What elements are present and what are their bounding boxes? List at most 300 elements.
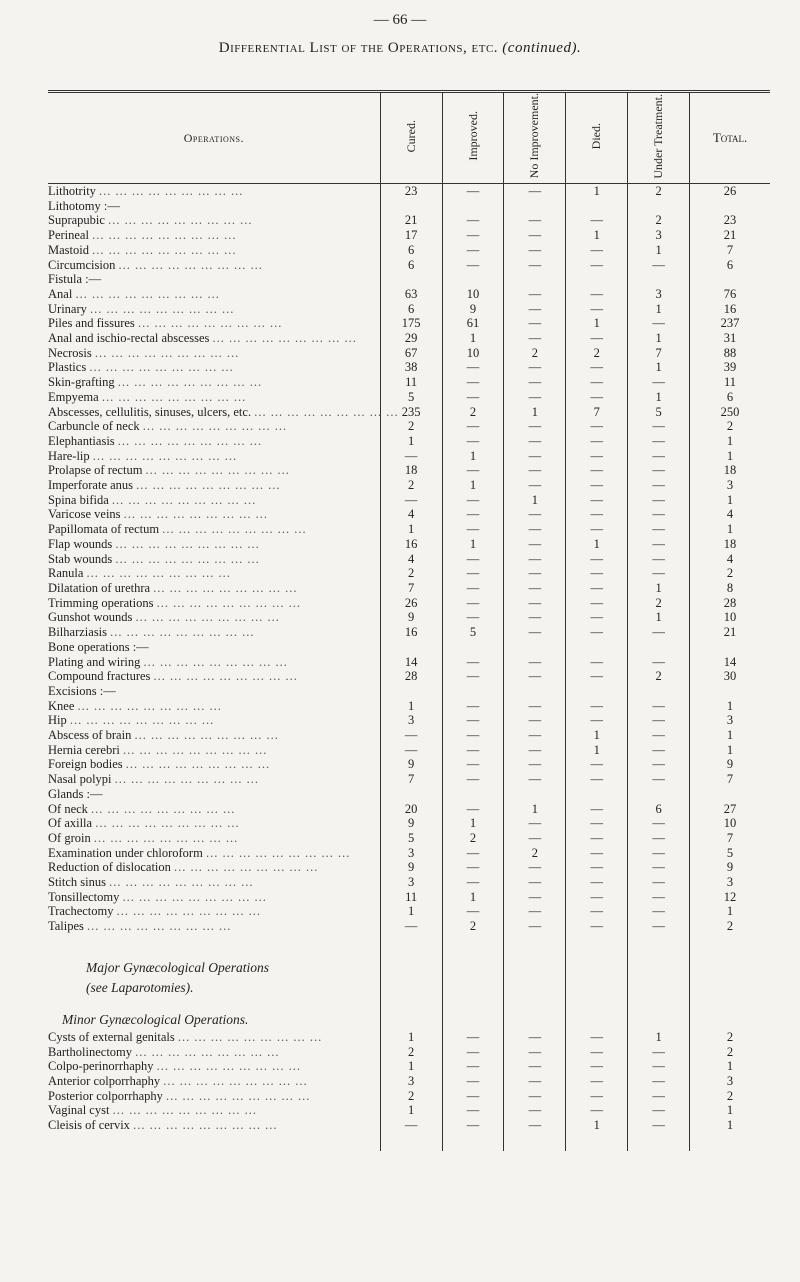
empty-cell bbox=[566, 998, 628, 1010]
cell-cured: 63 bbox=[380, 287, 442, 302]
cell-improved: — bbox=[442, 596, 504, 611]
row-label: Gunshot wounds bbox=[48, 610, 133, 625]
row-label: Plastics bbox=[48, 360, 87, 375]
leader-dots: ... ... ... ... ... ... ... ... ... bbox=[75, 286, 220, 301]
cell-total: 1 bbox=[690, 522, 770, 537]
cell-died: 1 bbox=[566, 316, 628, 331]
cell-under-treatment: — bbox=[628, 890, 690, 905]
cell-improved bbox=[442, 199, 504, 214]
cell-under-treatment: 2 bbox=[628, 669, 690, 684]
empty-cell bbox=[442, 978, 504, 998]
cell-total: 1 bbox=[690, 434, 770, 449]
cell-under-treatment: — bbox=[628, 316, 690, 331]
cell-died: — bbox=[566, 713, 628, 728]
col-header-cured bbox=[380, 92, 442, 184]
cell-under-treatment: — bbox=[628, 552, 690, 567]
row-label-cell bbox=[48, 919, 380, 934]
cell-improved: — bbox=[442, 493, 504, 508]
leader-dots: ... ... ... ... ... ... ... ... ... bbox=[254, 404, 399, 419]
cell-improved: — bbox=[442, 728, 504, 743]
col-header-died bbox=[566, 92, 628, 184]
row-label: Fistula :— bbox=[48, 272, 102, 287]
table-row bbox=[48, 493, 770, 508]
cell-died: — bbox=[566, 331, 628, 346]
cell-improved: — bbox=[442, 507, 504, 522]
cell-improved: 2 bbox=[442, 405, 504, 420]
cell-no-improvement: — bbox=[504, 831, 566, 846]
cell-no-improvement: — bbox=[504, 213, 566, 228]
cell-improved: — bbox=[442, 875, 504, 890]
cell-no-improvement: — bbox=[504, 610, 566, 625]
row-label: Of neck bbox=[48, 801, 88, 816]
col-header-under-treatment-label: Under Treatment. bbox=[651, 93, 666, 179]
cell-total: 4 bbox=[690, 552, 770, 567]
cell-cured: — bbox=[380, 919, 442, 934]
cell-no-improvement: — bbox=[504, 1030, 566, 1045]
row-label: Skin-grafting bbox=[48, 375, 115, 390]
cell-died: — bbox=[566, 1103, 628, 1118]
leader-dots: ... ... ... ... ... ... ... ... ... bbox=[101, 389, 247, 404]
empty-cell bbox=[380, 946, 442, 958]
table-row bbox=[48, 728, 770, 743]
cell-under-treatment bbox=[628, 787, 690, 802]
cell-improved: 2 bbox=[442, 831, 504, 846]
cell-cured: — bbox=[380, 493, 442, 508]
cell-no-improvement: — bbox=[504, 184, 566, 199]
cell-under-treatment: 2 bbox=[628, 184, 690, 199]
table-row bbox=[48, 243, 770, 258]
leader-dots: ... ... ... ... ... ... ... ... ... bbox=[163, 1073, 308, 1088]
table-header-row bbox=[48, 92, 770, 184]
cell-no-improvement: — bbox=[504, 522, 566, 537]
cell-died: — bbox=[566, 213, 628, 228]
empty-cell bbox=[690, 1133, 770, 1151]
cell-total: 4 bbox=[690, 507, 770, 522]
cell-died: — bbox=[566, 566, 628, 581]
cell-no-improvement: — bbox=[504, 904, 566, 919]
cell-no-improvement: — bbox=[504, 228, 566, 243]
cell-died: 1 bbox=[566, 537, 628, 552]
cell-no-improvement: — bbox=[504, 1118, 566, 1133]
row-label-cell bbox=[48, 787, 380, 802]
empty-cell bbox=[504, 1133, 566, 1151]
cell-cured: 16 bbox=[380, 625, 442, 640]
row-label: Urinary bbox=[48, 301, 87, 316]
row-label: Bone operations :— bbox=[48, 639, 149, 654]
cell-total: 7 bbox=[690, 831, 770, 846]
empty-cell bbox=[442, 1010, 504, 1030]
table-row bbox=[48, 258, 770, 273]
empty-cell bbox=[690, 1010, 770, 1030]
cell-cured: 38 bbox=[380, 360, 442, 375]
cell-died: — bbox=[566, 596, 628, 611]
leader-dots: ... ... ... ... ... ... ... ... ... bbox=[135, 610, 280, 625]
row-label: Talipes bbox=[48, 919, 84, 934]
cell-improved: 10 bbox=[442, 346, 504, 361]
cell-cured: 6 bbox=[380, 258, 442, 273]
cell-improved: 2 bbox=[442, 919, 504, 934]
cell-no-improvement: — bbox=[504, 1074, 566, 1089]
cell-cured: 2 bbox=[380, 1089, 442, 1104]
cell-no-improvement: — bbox=[504, 316, 566, 331]
spacer bbox=[48, 934, 380, 946]
row-label-cell bbox=[48, 360, 380, 375]
table-row bbox=[48, 684, 770, 699]
cell-total: 14 bbox=[690, 655, 770, 670]
cell-cured: 7 bbox=[380, 772, 442, 787]
cell-no-improvement bbox=[504, 640, 566, 655]
table-row bbox=[48, 831, 770, 846]
cell-under-treatment: — bbox=[628, 566, 690, 581]
cell-died: — bbox=[566, 919, 628, 934]
cell-no-improvement: — bbox=[504, 890, 566, 905]
cell-under-treatment: — bbox=[628, 1103, 690, 1118]
cell-died: — bbox=[566, 1045, 628, 1060]
cell-died: — bbox=[566, 581, 628, 596]
cell-no-improvement: — bbox=[504, 669, 566, 684]
cell-died: — bbox=[566, 802, 628, 817]
leader-dots: ... ... ... ... ... ... ... ... ... bbox=[92, 242, 237, 257]
row-label: Anterior colporrhaphy bbox=[48, 1073, 161, 1088]
row-label-cell bbox=[48, 875, 380, 890]
cell-died: — bbox=[566, 287, 628, 302]
cell-cured: 175 bbox=[380, 316, 442, 331]
cell-cured: 2 bbox=[380, 566, 442, 581]
cell-cured: 4 bbox=[380, 552, 442, 567]
cell-died: — bbox=[566, 360, 628, 375]
cell-cured: 67 bbox=[380, 346, 442, 361]
page-title bbox=[0, 40, 800, 57]
leader-dots: ... ... ... ... ... ... ... ... ... bbox=[117, 375, 263, 390]
empty-cell bbox=[690, 998, 770, 1010]
row-label-cell bbox=[48, 728, 380, 743]
row-label-cell bbox=[48, 772, 380, 787]
cell-under-treatment: — bbox=[628, 1059, 690, 1074]
cell-total: 2 bbox=[690, 1089, 770, 1104]
cell-total: 27 bbox=[690, 802, 770, 817]
empty-cell bbox=[628, 978, 690, 998]
row-label: Stitch sinus bbox=[48, 875, 106, 890]
cell-no-improvement: — bbox=[504, 390, 566, 405]
minor-gyn-heading: Minor Gynæcological Operations. bbox=[62, 1011, 249, 1027]
empty-cell bbox=[690, 934, 770, 946]
cell-cured bbox=[380, 640, 442, 655]
cell-died: — bbox=[566, 463, 628, 478]
cell-improved: 5 bbox=[442, 625, 504, 640]
cell-improved: — bbox=[442, 669, 504, 684]
cell-no-improvement: 1 bbox=[504, 493, 566, 508]
row-label-cell bbox=[48, 713, 380, 728]
cell-died: — bbox=[566, 846, 628, 861]
row-label: Bartholinectomy bbox=[48, 1044, 133, 1059]
empty-cell bbox=[690, 978, 770, 998]
row-label-cell bbox=[48, 743, 380, 758]
cell-no-improvement: — bbox=[504, 860, 566, 875]
row-label: Papillomata of rectum bbox=[48, 522, 160, 537]
cell-no-improvement: — bbox=[504, 1089, 566, 1104]
row-label-cell bbox=[48, 243, 380, 258]
empty-cell bbox=[504, 998, 566, 1010]
row-label: Lithotomy :— bbox=[48, 198, 120, 213]
empty-cell bbox=[628, 946, 690, 958]
title-main: Differential List of the Operations, etc. bbox=[218, 40, 499, 56]
cell-died bbox=[566, 199, 628, 214]
cell-improved: — bbox=[442, 1118, 504, 1133]
table-row bbox=[48, 507, 770, 522]
leader-dots: ... ... ... ... ... ... ... ... ... bbox=[89, 360, 234, 375]
cell-improved: — bbox=[442, 463, 504, 478]
minor-gyn-heading-row bbox=[48, 1010, 770, 1030]
table-row bbox=[48, 890, 770, 905]
row-label-cell bbox=[48, 331, 380, 346]
empty-cell bbox=[628, 998, 690, 1010]
row-label: Carbuncle of neck bbox=[48, 419, 140, 434]
cell-total: 1 bbox=[690, 728, 770, 743]
row-label: Spina bifida bbox=[48, 492, 109, 507]
cell-total: 3 bbox=[690, 713, 770, 728]
cell-cured: 1 bbox=[380, 434, 442, 449]
cell-total: 1 bbox=[690, 904, 770, 919]
empty-cell bbox=[380, 1133, 442, 1151]
col-header-improved-label: Improved. bbox=[465, 111, 480, 161]
cell-improved: — bbox=[442, 1089, 504, 1104]
cell-total: 12 bbox=[690, 890, 770, 905]
cell-cured: 18 bbox=[380, 463, 442, 478]
leader-dots: ... ... ... ... ... ... ... ... ... bbox=[136, 478, 281, 493]
cell-improved: — bbox=[442, 1074, 504, 1089]
spacer-row bbox=[48, 946, 770, 958]
row-label: Hare-lip bbox=[48, 448, 90, 463]
row-label: Knee bbox=[48, 698, 75, 713]
table-row bbox=[48, 213, 770, 228]
cell-under-treatment: 1 bbox=[628, 390, 690, 405]
cell-no-improvement: — bbox=[504, 816, 566, 831]
cell-died: 1 bbox=[566, 743, 628, 758]
cell-cured: 14 bbox=[380, 655, 442, 670]
row-label-cell bbox=[48, 375, 380, 390]
cell-died: 1 bbox=[566, 1118, 628, 1133]
table-row bbox=[48, 699, 770, 714]
row-label-cell bbox=[48, 1045, 380, 1060]
table-row bbox=[48, 757, 770, 772]
cell-died: 1 bbox=[566, 184, 628, 199]
row-label: Posterior colporrhaphy bbox=[48, 1088, 163, 1103]
cell-total: 88 bbox=[690, 346, 770, 361]
cell-under-treatment: 2 bbox=[628, 596, 690, 611]
cell-total: 1 bbox=[690, 1103, 770, 1118]
cell-improved: 10 bbox=[442, 287, 504, 302]
cell-died: — bbox=[566, 434, 628, 449]
row-label: Of groin bbox=[48, 830, 91, 845]
cell-died: — bbox=[566, 449, 628, 464]
cell-cured: 5 bbox=[380, 390, 442, 405]
cell-under-treatment: — bbox=[628, 537, 690, 552]
cell-cured: 2 bbox=[380, 1045, 442, 1060]
cell-total: 2 bbox=[690, 1045, 770, 1060]
cell-improved: — bbox=[442, 434, 504, 449]
empty-cell bbox=[504, 934, 566, 946]
cell-died: — bbox=[566, 1059, 628, 1074]
leader-dots: ... ... ... ... ... ... ... ... ... bbox=[145, 463, 290, 478]
cell-under-treatment: 6 bbox=[628, 802, 690, 817]
spacer bbox=[48, 946, 380, 958]
table-row bbox=[48, 743, 770, 758]
cell-under-treatment: — bbox=[628, 1118, 690, 1133]
table-row bbox=[48, 184, 770, 199]
cell-no-improvement: 2 bbox=[504, 346, 566, 361]
cell-died: — bbox=[566, 875, 628, 890]
cell-cured: 29 bbox=[380, 331, 442, 346]
cell-improved: — bbox=[442, 904, 504, 919]
row-label-cell bbox=[48, 1089, 380, 1104]
row-label-cell bbox=[48, 478, 380, 493]
cell-cured: 5 bbox=[380, 831, 442, 846]
cell-total: 18 bbox=[690, 463, 770, 478]
cell-cured: 28 bbox=[380, 669, 442, 684]
cell-under-treatment: — bbox=[628, 875, 690, 890]
row-label: Reduction of dislocation bbox=[48, 860, 171, 875]
empty-cell bbox=[442, 946, 504, 958]
cell-no-improvement: — bbox=[504, 258, 566, 273]
cell-total: 8 bbox=[690, 581, 770, 596]
cell-improved: — bbox=[442, 713, 504, 728]
row-label: Abscess of brain bbox=[48, 728, 132, 743]
leader-dots: ... ... ... ... ... ... ... ... ... bbox=[118, 257, 263, 272]
cell-improved: — bbox=[442, 772, 504, 787]
cell-died: — bbox=[566, 757, 628, 772]
cell-total: 1 bbox=[690, 1118, 770, 1133]
cell-under-treatment: 1 bbox=[628, 610, 690, 625]
table-row bbox=[48, 655, 770, 670]
table-row bbox=[48, 405, 770, 420]
cell-improved: — bbox=[442, 581, 504, 596]
table-row bbox=[48, 846, 770, 861]
row-label: Perineal bbox=[48, 228, 89, 243]
leader-dots: ... ... ... ... ... ... ... ... ... bbox=[135, 1044, 280, 1059]
cell-improved: — bbox=[442, 610, 504, 625]
cell-total bbox=[690, 684, 770, 699]
row-label-cell bbox=[48, 1103, 380, 1118]
col-header-improved bbox=[442, 92, 504, 184]
row-label-cell bbox=[48, 625, 380, 640]
cell-improved: — bbox=[442, 390, 504, 405]
cell-total bbox=[690, 272, 770, 287]
cell-cured: 26 bbox=[380, 596, 442, 611]
row-label: Circumcision bbox=[48, 257, 116, 272]
table-row bbox=[48, 228, 770, 243]
leader-dots: ... ... ... ... ... ... ... ... ... bbox=[166, 1088, 311, 1103]
cell-cured: — bbox=[380, 743, 442, 758]
empty-cell bbox=[504, 1010, 566, 1030]
table-row bbox=[48, 669, 770, 684]
row-label-cell bbox=[48, 419, 380, 434]
leader-dots: ... ... ... ... ... ... ... ... ... bbox=[92, 228, 237, 243]
leader-dots: ... ... ... ... ... ... ... ... ... bbox=[115, 536, 260, 551]
row-label-cell bbox=[48, 537, 380, 552]
cell-no-improvement bbox=[504, 199, 566, 214]
row-label: Bilharziasis bbox=[48, 625, 108, 640]
cell-under-treatment: 1 bbox=[628, 581, 690, 596]
cell-no-improvement: — bbox=[504, 507, 566, 522]
cell-no-improvement: — bbox=[504, 581, 566, 596]
table-row bbox=[48, 610, 770, 625]
row-label-cell bbox=[48, 816, 380, 831]
cell-total: 3 bbox=[690, 478, 770, 493]
table-row bbox=[48, 478, 770, 493]
cell-cured: 3 bbox=[380, 846, 442, 861]
row-label-cell bbox=[48, 802, 380, 817]
cell-improved: — bbox=[442, 258, 504, 273]
row-label: Piles and fissures bbox=[48, 316, 135, 331]
cell-cured: 3 bbox=[380, 713, 442, 728]
col-header-cured-label: Cured. bbox=[403, 119, 418, 153]
cell-no-improvement: — bbox=[504, 728, 566, 743]
leader-dots: ... ... ... ... ... ... ... ... ... bbox=[77, 698, 222, 713]
cell-under-treatment: — bbox=[628, 625, 690, 640]
cell-total: 16 bbox=[690, 302, 770, 317]
cell-died: — bbox=[566, 302, 628, 317]
leader-dots: ... ... ... ... ... ... ... ... ... bbox=[87, 919, 232, 934]
empty-cell bbox=[690, 958, 770, 978]
cell-improved: 1 bbox=[442, 449, 504, 464]
cell-died bbox=[566, 272, 628, 287]
table-row bbox=[48, 287, 770, 302]
table-row bbox=[48, 1045, 770, 1060]
cell-cured: 21 bbox=[380, 213, 442, 228]
cell-cured: 2 bbox=[380, 478, 442, 493]
cell-under-treatment: — bbox=[628, 1045, 690, 1060]
row-label-cell bbox=[48, 552, 380, 567]
cell-died: — bbox=[566, 419, 628, 434]
empty-cell bbox=[566, 978, 628, 998]
cell-improved: 1 bbox=[442, 816, 504, 831]
cell-died: — bbox=[566, 493, 628, 508]
cell-under-treatment: 1 bbox=[628, 1030, 690, 1045]
cell-improved: — bbox=[442, 1030, 504, 1045]
cell-improved: — bbox=[442, 757, 504, 772]
cell-total: 21 bbox=[690, 625, 770, 640]
leader-dots: ... ... ... ... ... ... ... ... ... bbox=[99, 184, 244, 198]
row-label: Mastoid bbox=[48, 242, 89, 257]
row-label: Vaginal cyst bbox=[48, 1103, 110, 1118]
cell-improved: — bbox=[442, 802, 504, 817]
cell-died: 1 bbox=[566, 728, 628, 743]
row-label-cell bbox=[48, 684, 380, 699]
table-row bbox=[48, 625, 770, 640]
table-row bbox=[48, 434, 770, 449]
row-label-cell bbox=[48, 757, 380, 772]
table-row bbox=[48, 199, 770, 214]
leader-dots: ... ... ... ... ... ... ... ... ... bbox=[108, 213, 253, 228]
row-label-cell bbox=[48, 449, 380, 464]
table-row bbox=[48, 816, 770, 831]
major-gyn-heading-row bbox=[48, 958, 770, 978]
row-label: Suprapubic bbox=[48, 213, 105, 228]
cell-under-treatment: — bbox=[628, 904, 690, 919]
empty-cell bbox=[442, 934, 504, 946]
cell-improved: — bbox=[442, 375, 504, 390]
cell-total: 1 bbox=[690, 699, 770, 714]
cell-total: 6 bbox=[690, 258, 770, 273]
cell-died: — bbox=[566, 1089, 628, 1104]
table-row bbox=[48, 302, 770, 317]
major-gyn-heading: Major Gynæcological Operations bbox=[86, 959, 269, 975]
cell-under-treatment: — bbox=[628, 419, 690, 434]
leader-dots: ... ... ... ... ... ... ... ... ... bbox=[117, 433, 263, 448]
cell-cured: 17 bbox=[380, 228, 442, 243]
cell-cured: 6 bbox=[380, 302, 442, 317]
row-label-cell bbox=[48, 846, 380, 861]
